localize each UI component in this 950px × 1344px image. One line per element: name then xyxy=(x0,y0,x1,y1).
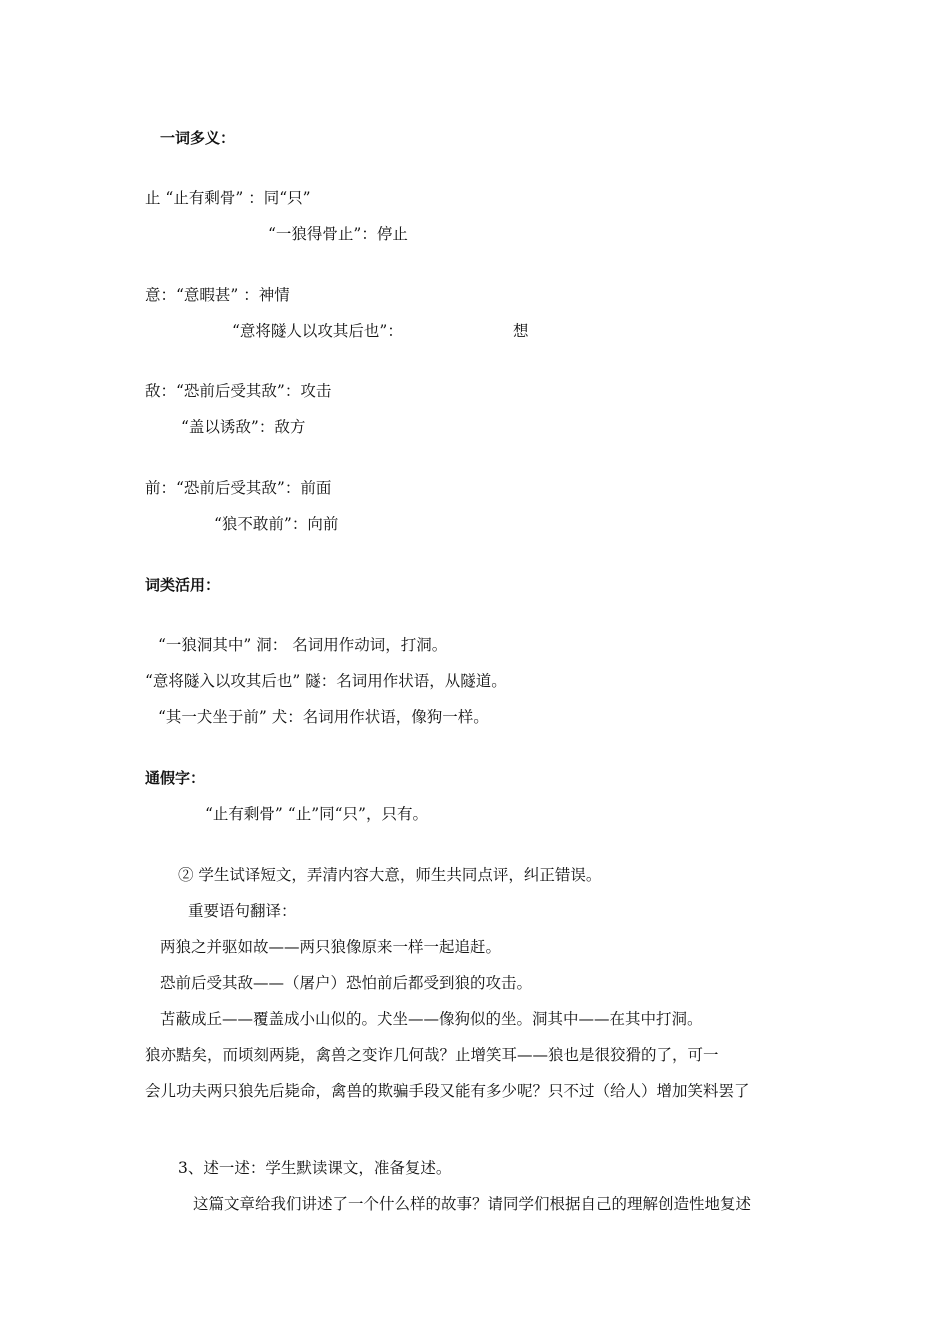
retell-step: 3、述一述：学生默读课文，准备复述。 xyxy=(178,1159,452,1177)
polysemy-zhi-line-1: 止 “止有剩骨” ：同“只” xyxy=(145,189,311,207)
polysemy-qian-line-2: “狼不敢前”：向前 xyxy=(214,515,339,533)
translation-subheading: 重要语句翻译： xyxy=(188,902,297,920)
polysemy-yi-line-1: 意：“意暇甚” ：神情 xyxy=(145,286,290,304)
word-class-line-1: “一狼洞其中” 洞： 名词用作动词，打洞。 xyxy=(158,636,448,654)
section-heading-word-class: 词类活用： xyxy=(145,576,221,594)
polysemy-yi-line-2: “意将隧人以攻其后也”： xyxy=(232,322,403,340)
word-class-line-3: “其一犬坐于前” 犬：名词用作状语，像狗一样。 xyxy=(158,708,489,726)
section-heading-loan-chars: 通假字： xyxy=(145,769,206,787)
polysemy-di-line-2: “盖以诱敌”：敌方 xyxy=(181,418,306,436)
polysemy-qian-line-1: 前：“恐前后受其敌”：前面 xyxy=(145,479,332,497)
translation-line-5: 会儿功夫两只狼先后毙命，禽兽的欺骗手段又能有多少呢？只不过（给人）增加笑料罢了 xyxy=(145,1082,750,1100)
polysemy-zhi-line-2: “一狼得骨止”：停止 xyxy=(268,225,408,243)
polysemy-yi-line-2-meaning: 想 xyxy=(513,322,529,340)
translation-line-3: 苫蔽成丘——覆盖成小山似的。犬坐——像狗似的坐。洞其中——在其中打洞。 xyxy=(160,1010,703,1028)
section-heading-polysemy: 一词多义： xyxy=(160,129,236,147)
translation-line-4: 狼亦黠矣，而顷刻两毙，禽兽之变诈几何哉？止增笑耳——狼也是很狡猾的了，可一 xyxy=(145,1046,719,1064)
translation-step: ② 学生试译短文，弄清内容大意，师生共同点评，纠正错误。 xyxy=(178,866,602,884)
retell-line-1: 这篇文章给我们讲述了一个什么样的故事？请同学们根据自己的理解创造性地复述 xyxy=(193,1195,752,1213)
translation-line-1: 两狼之并驱如故——两只狼像原来一样一起追赶。 xyxy=(160,938,502,956)
polysemy-di-line-1: 敌：“恐前后受其敌”：攻击 xyxy=(145,382,332,400)
translation-line-2: 恐前后受其敌——（屠户）恐怕前后都受到狼的攻击。 xyxy=(160,974,533,992)
loan-chars-line-1: “止有剩骨” “止”同“只”，只有。 xyxy=(205,805,428,823)
word-class-line-2: “意将隧入以攻其后也” 隧：名词用作状语，从隧道。 xyxy=(145,672,507,690)
